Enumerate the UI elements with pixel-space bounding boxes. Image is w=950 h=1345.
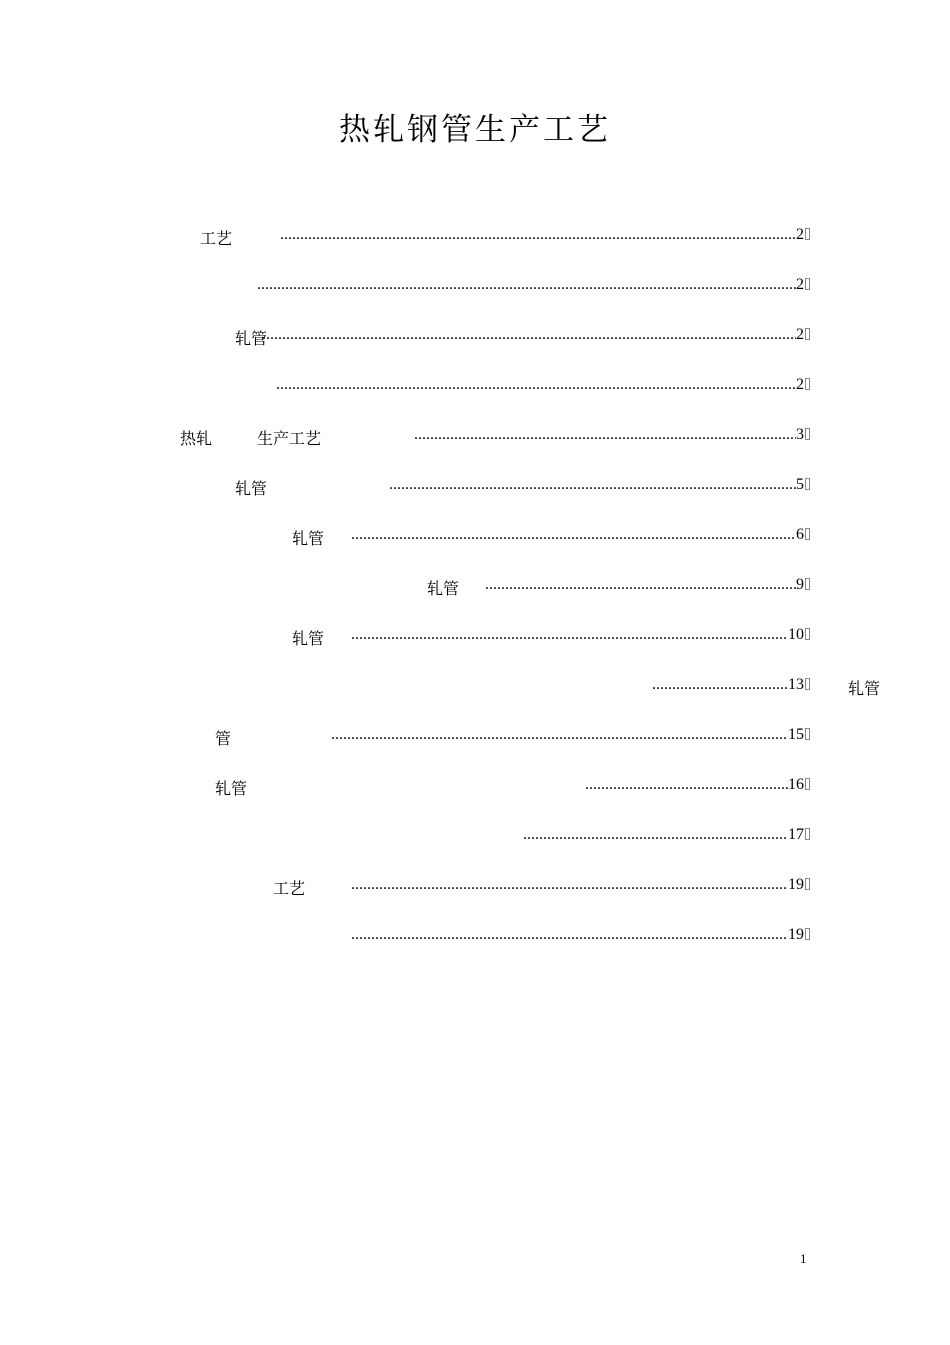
toc-entry[interactable] xyxy=(0,326,950,350)
toc-entry[interactable] xyxy=(0,726,950,750)
toc-page-number: 2 xyxy=(796,326,810,344)
toc-entry-label: 管 xyxy=(215,729,232,748)
toc-entry[interactable] xyxy=(0,576,950,600)
toc-leader xyxy=(280,226,796,244)
toc-page-number: 3 xyxy=(796,426,810,444)
toc-leader xyxy=(585,776,788,794)
toc-entry[interactable] xyxy=(0,926,950,950)
toc-entry-label: 轧管 xyxy=(848,679,881,698)
toc-entry[interactable] xyxy=(0,526,950,550)
toc-leader xyxy=(257,276,796,294)
toc-page-number: 6 xyxy=(796,526,810,544)
toc-entry-label: 工艺 xyxy=(273,879,306,898)
toc-entry[interactable] xyxy=(0,776,950,800)
toc-entry-label: 轧管 xyxy=(427,579,460,598)
toc-page-number: 13 xyxy=(788,676,810,694)
toc-page-number: 2 xyxy=(796,376,810,394)
toc-entry[interactable] xyxy=(0,226,950,250)
toc-entry-label: 热轧 xyxy=(180,429,213,448)
toc-page-number: 19 xyxy=(788,926,810,944)
toc-leader xyxy=(652,676,788,694)
toc-entry[interactable] xyxy=(0,826,950,850)
toc-leader xyxy=(351,626,788,644)
toc-entry[interactable] xyxy=(0,876,950,900)
toc-entry[interactable] xyxy=(0,426,950,450)
toc-page-number: 9 xyxy=(796,576,810,594)
toc-entry[interactable] xyxy=(0,376,950,400)
toc-leader xyxy=(414,426,796,444)
toc-entry-label: 轧管 xyxy=(235,479,268,498)
toc-entry-label: 轧管 xyxy=(235,329,268,348)
toc-page-number: 19 xyxy=(788,876,810,894)
toc-leader xyxy=(331,726,788,744)
toc-page-number: 16 xyxy=(788,776,810,794)
toc-page-number: 17 xyxy=(788,826,810,844)
toc-entry-label: 工艺 xyxy=(200,229,233,248)
toc-leader xyxy=(351,876,788,894)
toc-page-number: 15 xyxy=(788,726,810,744)
toc-leader xyxy=(351,926,788,944)
toc-page-number: 2 xyxy=(796,226,810,244)
toc-leader xyxy=(351,526,796,544)
document-title: 热轧钢管生产工艺 xyxy=(339,112,611,148)
toc-entry-label: 轧管 xyxy=(215,779,248,798)
toc-entry-label: 轧管 xyxy=(292,529,325,548)
toc-leader xyxy=(485,576,796,594)
toc-entry[interactable] xyxy=(0,276,950,300)
toc-leader xyxy=(389,476,796,494)
toc-entry-label: 生产工艺 xyxy=(257,429,322,448)
toc-page-number: 5 xyxy=(796,476,810,494)
page-footer-number: 1 xyxy=(800,1251,807,1266)
toc-entry-label: 轧管 xyxy=(292,629,325,648)
toc-entry[interactable] xyxy=(0,676,950,700)
toc-leader xyxy=(262,326,796,344)
toc-leader xyxy=(523,826,788,844)
toc-entry[interactable] xyxy=(0,476,950,500)
toc-entry[interactable] xyxy=(0,626,950,650)
toc-page-number: 2 xyxy=(796,276,810,294)
toc-page-number: 10 xyxy=(788,626,810,644)
toc-leader xyxy=(276,376,796,394)
